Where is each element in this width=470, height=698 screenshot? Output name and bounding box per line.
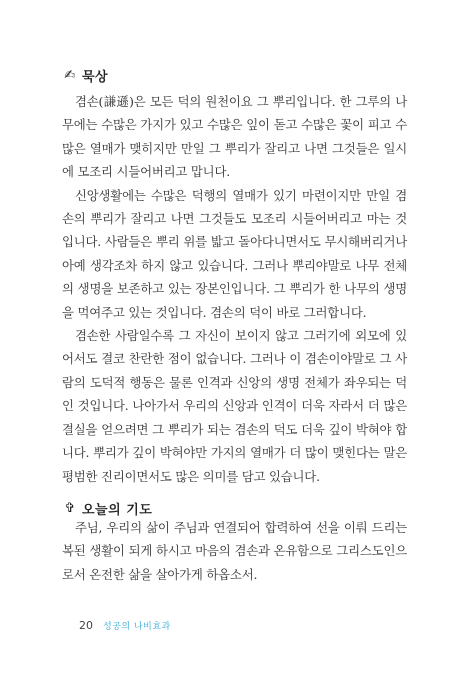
meditation-heading-label: 묵상 <box>82 70 109 85</box>
page-footer <box>79 619 171 632</box>
writing-hand-icon: ✍ <box>64 67 76 83</box>
page-number: 20 <box>79 619 93 632</box>
meditation-paragraph-2: 신앙생활에는 수많은 덕행의 열매가 있기 마련이지만 만일 겸손의 뿌리가 잘리고 나면 그것들도 모조리 시들어버리고 마는 것입니다. 사람들은 뿌리 위를 밟고 돌아다니면서도 무시해버리거나 아예 생각조차 하지 않고 있습니다. 그러나 뿌리야말로 나무 전체의 생명을 보존하고 있는 장본인입니다. 그 뿌리가 한 나무의 생명을 먹여주고 있는 것입니다. 겸손의 덕이 바로 그러합니다. <box>62 187 407 320</box>
meditation-body <box>62 90 407 488</box>
prayer-paragraph-1: 주님, 우리의 삶이 주님과 연결되어 합력하여 선을 이뤄 드리는 복된 생활이 되게 하시고 마음의 겸손과 온유함으로 그리스도인으로서 온전한 삶을 살아가게 하옵소서. <box>62 520 407 582</box>
meditation-paragraph-1: 겸손(謙遜)은 모든 덕의 원천이요 그 뿌리입니다. 한 그루의 나무에는 수많은 가지가 있고 수많은 잎이 돋고 수많은 꽃이 피고 수많은 열매가 맺히지만 만일 그 뿌리가 잘리고 나면 그것들은 일시에 모조리 시들어버리고 맙니다. <box>62 94 407 180</box>
prayer-body <box>62 516 407 586</box>
meditation-heading <box>62 66 108 85</box>
meditation-paragraph-3: 겸손한 사람일수록 그 자신이 보이지 않고 그러기에 외모에 있어서도 결코 찬란한 점이 없습니다. 그러나 이 겸손이야말로 그 사람의 도덕적 행동은 물론 인격과 신앙의 생명 전체가 좌우되는 덕인 것입니다. 나아가서 우리의 신앙과 인격이 더욱 자라서 더 많은 결실을 얻으려면 그 뿌리가 되는 겸손의 덕도 더욱 깊이 박혀야 합니다. 뿌리가 깊이 박혀야만 가지의 열매가 더 많이 맺힌다는 말은 평범한 진리이면서도 많은 의미를 담고 있습니다. <box>62 328 407 484</box>
running-book-title: 성공의 나비효과 <box>103 622 171 632</box>
page <box>62 0 407 698</box>
prayer-heading-label: 오늘의 기도 <box>82 503 153 518</box>
cross-icon: ✞ <box>64 500 76 516</box>
